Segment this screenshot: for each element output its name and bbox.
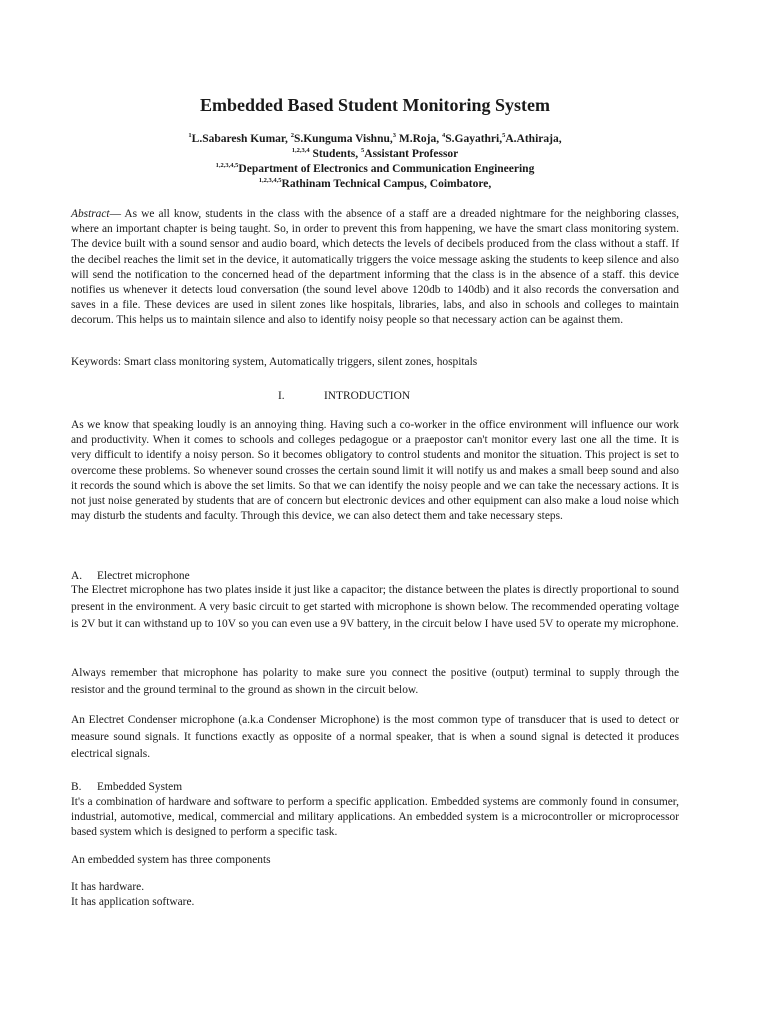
author-institution bbox=[71, 177, 679, 192]
role-students: Students, bbox=[309, 148, 362, 160]
author-name: A.Athiraja, bbox=[505, 133, 562, 145]
electret-paragraph-1: The Electret microphone has two plates inside it just like a capacitor; the distance between the plates is directly proportional to sound present in the environment. A very basic circuit to get started with microphone is shown below. The recommended operating voltage is 2V but it can withstand up to 10V so you can even use a 9V battery, in the circuit below I have used 5V to operate my microphone. bbox=[71, 584, 679, 630]
role-professor: Assistant Professor bbox=[364, 148, 459, 160]
author-department bbox=[71, 162, 679, 177]
author-sup: 5 bbox=[502, 132, 506, 139]
dept-text: Department of Electronics and Communication Engineering bbox=[238, 163, 535, 175]
author-names bbox=[71, 132, 679, 147]
author-sup: 4 bbox=[441, 132, 446, 139]
subsection-title: Embedded System bbox=[97, 781, 183, 793]
author-name: S.Kunguma Vishnu, bbox=[293, 133, 393, 145]
author-sup: 1 bbox=[188, 132, 192, 139]
embedded-paragraph-1: It's a combination of hardware and software to perform a specific application. Embedded systems are commonly found in consumer, industrial, automotive, medical, commercial and military applications. An embedded system is a microcontroller or microprocessor based system which is designed to perform a specific task. bbox=[71, 796, 679, 839]
inst-text: Rathinam Technical Campus, Coimbatore, bbox=[281, 178, 492, 190]
introduction-paragraph: As we know that speaking loudly is an annoying thing. Having such a co-worker in the office environment will influence our work and productivity. When it comes to schools and colleges pedagogue or a praepostor can't monitor every last one all the time. It is very difficult to identify a noisy person. So it becomes obligatory to control students and monitor the situation. This project is set to overcome these problems. So whenever sound crosses the certain sound limit it will notify us and makes a small beep sound and also it records the sound which is above the set limits. So that we can identify the noisy people and we can take the necessary actions. It is not just noise generated by students that are of concern but electronic devices and other equipment can also make a loud noise which may disturb the students and faculty. Through this device, we can also detect them and take necessary steps. bbox=[71, 419, 679, 523]
abstract-label: Abstract bbox=[71, 208, 110, 220]
embedded-paragraph-2: An embedded system has three components bbox=[71, 854, 271, 866]
subsection-number: A. bbox=[71, 570, 83, 582]
author-name: L.Sabaresh Kumar, bbox=[191, 133, 291, 145]
paper-title: Embedded Based Student Monitoring System bbox=[199, 95, 551, 115]
author-sup: 3 bbox=[392, 132, 396, 139]
subsection-title: Electret microphone bbox=[97, 570, 190, 582]
embedded-list-item: It has application software. bbox=[71, 896, 195, 908]
dept-sup: 1,2,3,4,5 bbox=[215, 162, 239, 169]
abstract bbox=[71, 207, 679, 329]
author-roles bbox=[71, 147, 679, 162]
section-number: I. bbox=[278, 390, 285, 402]
role-sup: 5 bbox=[361, 147, 365, 154]
electret-paragraph-3: An Electret Condenser microphone (a.k.a Condenser Microphone) is the most common type of transducer that is used to detect or measure sound signals. It functions exactly as opposite of a normal speaker, that is when a sound signal is detected it produces electrical signals. bbox=[71, 714, 679, 760]
section-title: INTRODUCTION bbox=[324, 390, 411, 402]
embedded-list-item: It has hardware. bbox=[71, 881, 145, 893]
author-name: M.Roja, bbox=[395, 133, 442, 145]
author-sup: 2 bbox=[290, 132, 294, 139]
electret-paragraph-2: Always remember that microphone has polarity to make sure you connect the positive (output) terminal to supply through the resistor and the ground terminal to the ground as shown in the circuit below. bbox=[71, 667, 679, 696]
inst-sup: 1,2,3,4,5 bbox=[258, 177, 282, 184]
subsection-heading-b bbox=[71, 780, 679, 795]
role-sup: 1,2,3,4 bbox=[291, 147, 310, 154]
keywords: Keywords: Smart class monitoring system, Automatically triggers, silent zones, hospitals bbox=[71, 356, 478, 368]
subsection-number: B. bbox=[71, 781, 82, 793]
abstract-text: — As we all know, students in the class with the absence of a staff are a dreaded nightmare for the neighboring classes, where an important chapter is being taught. So, in order to prevent this from happening, we have the smart class monitoring system. The device built with a sound sensor and audio board, which detects the levels of decibels produced from the class without a staff. If the decibel reaches the limit set in the device, it automatically triggers the voice message asking the students to keep silence and also will send the notification to the concerned head of the department informing that the class is in the absence of a staff. this device notifies us whenever it detects loud conversation (the sound level above 120db to 140db) and it also records the conversation and saves in a file. These devices are used in silent zones like hospitals, libraries, labs, and also in schools and colleges to maintain decorum. This helps us to maintain silence and also to identify noisy people so that necessary action can be against them. bbox=[71, 208, 679, 327]
author-name: S.Gayathri, bbox=[445, 133, 503, 145]
